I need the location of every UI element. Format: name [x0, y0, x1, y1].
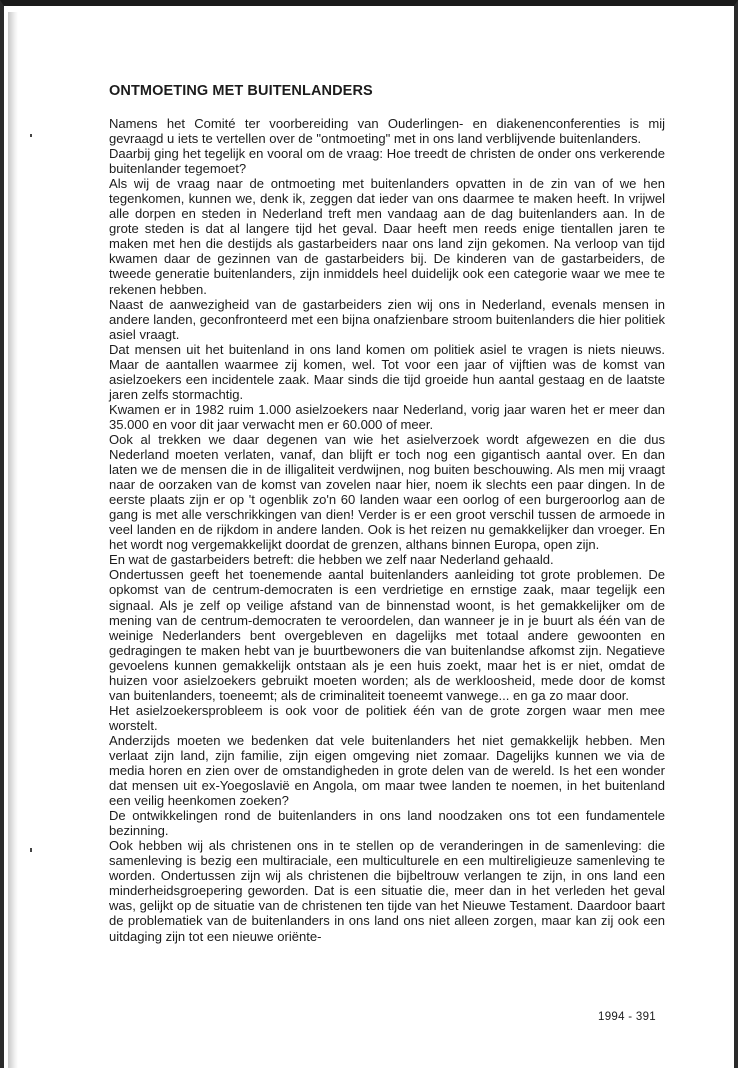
paragraph: Ook hebben wij als christenen ons in te stellen op de veranderingen in de samenleving: die samenleving is bezig een multiraciale, een multiculturele en een multireligieuze samenleving te worden. Ondertussen zijn wij als christenen die bijbeltrouw verlangen te zijn, in ons land een minderheidsgroepering geworden. Dat is een situatie die, meer dan in het verleden het geval was, gelijkt op de situatie van de christenen ten tijde van het Nieuwe Testament. Daardoor baart de problematiek van de buitenlanders in ons land ons niet alleen zorgen, maar kan zij ook een uitdaging zijn tot een nieuwe oriënte- — [109, 838, 665, 944]
paragraph: Ook al trekken we daar degenen van wie het asielverzoek wordt afgewezen en die dus Nederland moeten verlaten, vanaf, dan blijft er toch nog een gigantisch aantal over. En dan laten we de mensen die in de illigaliteit verdwijnen, nog buiten beschouwing. Als men mij vraagt naar de oorzaken van de komst van zovelen naar hier, noem ik slechts een paar dingen. In de eerste plaats zijn er op 't ogenblik zo'n 60 landen waar een oorlog of een burgeroorlog aan de gang is met alle verschrikkingen van dien! Verder is er een groot verschil tussen de armoede in veel landen en de rijkdom in andere landen. Ook is het reizen nu gemakkelijker dan vroeger. En het wordt nog vergemakkelijkt doordat de grenzen, althans binnen Europa, open zijn. — [109, 431, 665, 553]
article-title: ONTMOETING MET BUITENLANDERS — [109, 83, 373, 99]
paragraph: Dat mensen uit het buitenland in ons land komen om politiek asiel te vragen is niets nieuws. Maar de aantallen waarmee zij komen, wel. Tot voor een jaar of vijftien was de komst van asielzoekers een incidentele zaak. Maar sinds die tijd groeide hun aantal gestaag en de laatste jaren zelfs stormachtig. — [109, 341, 665, 402]
paragraph: Ondertussen geeft het toenemende aantal buitenlanders aanleiding tot grote problemen. De opkomst van de centrum-democraten is een verdrietige en ernstige zaak, maar tegelijk een signaal. Als je zelf op veilige afstand van de binnenstad woont, is het gemakkelijker om de mening van de centrum-democraten te veroordelen, dan wanneer je in je buurt als één van de weinige Nederlanders bent overgebleven en dagelijks met totaal andere gewoonten en gedragingen te maken hebt van je buurtbewoners die van buitenlandse afkomst zijn. Negatieve gevoelens kunnen gemakkelijk ontstaan als je een huis zoekt, maar het is er niet, omdat de huizen voor asielzoekers gebruikt moeten worden; als de werkloosheid, mede door de komst van buitenlanders, toeneemt; als de criminaliteit toeneemt vanwege... en ga zo maar door. — [109, 567, 665, 703]
article-body — [109, 116, 665, 944]
paragraph: De ontwikkelingen rond de buitenlanders in ons land noodzaken ons tot een fundamentele bezinning. — [109, 808, 665, 839]
article — [109, 82, 665, 944]
paragraph: Het asielzoekersprobleem is ook voor de politiek één van de grote zorgen waar men mee worstelt. — [109, 702, 665, 733]
paragraph: Daarbij ging het tegelijk en vooral om de vraag: Hoe treedt de christen de onder ons verkerende buitenlander tegemoet? — [109, 146, 665, 177]
page-number: 1994 - 391 — [598, 1011, 656, 1023]
paragraph: Anderzijds moeten we bedenken dat vele buitenlanders het niet gemakkelijk hebben. Men verlaat zijn land, zijn familie, zijn eigen omgeving niet zomaar. Dagelijks kunnen we via de media horen en zien over de omstandigheden in grote delen van de wereld. Is het een wonder dat mensen uit ex-Yoegoslavië en Angola, om maar twee landen te noemen, in het buitenland een veilig heenkomen zoeken? — [109, 732, 665, 809]
paragraph: En wat de gastarbeiders betreft: die hebben we zelf naar Nederland gehaald. — [109, 552, 554, 568]
paragraph: Kwamen er in 1982 ruim 1.000 asielzoekers naar Nederland, vorig jaar waren het er meer dan 35.000 en voor dit jaar verwacht men er 60.000 of meer. — [109, 401, 665, 432]
margin-mark — [30, 848, 32, 852]
page-gutter-shadow — [8, 12, 18, 1068]
paragraph: Als wij de vraag naar de ontmoeting met buitenlanders opvatten in de zin van of we hen tegenkomen, kunnen we, denk ik, zeggen dat ieder van ons daarmee te maken heeft. In vrijwel alle dorpen en steden in Nederland treft men vandaag aan de dag buitenlanders aan. In de grote steden is dat al langere tijd het geval. Daar heeft men reeds enige tientallen jaren te maken met hen die destijds als gastarbeiders naar ons land zijn gekomen. Na verloop van tijd kwamen daar de gezinnen van de gastarbeiders bij. De kinderen van de gastarbeiders, de tweede generatie buitenlanders, zijn inmiddels heel duidelijk ook een categorie waar we mee te rekenen hebben. — [109, 176, 665, 297]
paragraph: Naast de aanwezigheid van de gastarbeiders zien wij ons in Nederland, evenals mensen in andere landen, geconfronteerd met een bijna onafzienbare stroom buitenlanders die hier politiek asiel vraagt. — [109, 296, 665, 342]
paragraph: Namens het Comité ter voorbereiding van Ouderlingen- en diakenenconferenties is mij gevraagd u iets te vertellen over de "ontmoeting" met in ons land verblijvende buitenlanders. — [109, 116, 665, 147]
margin-mark — [30, 134, 32, 137]
